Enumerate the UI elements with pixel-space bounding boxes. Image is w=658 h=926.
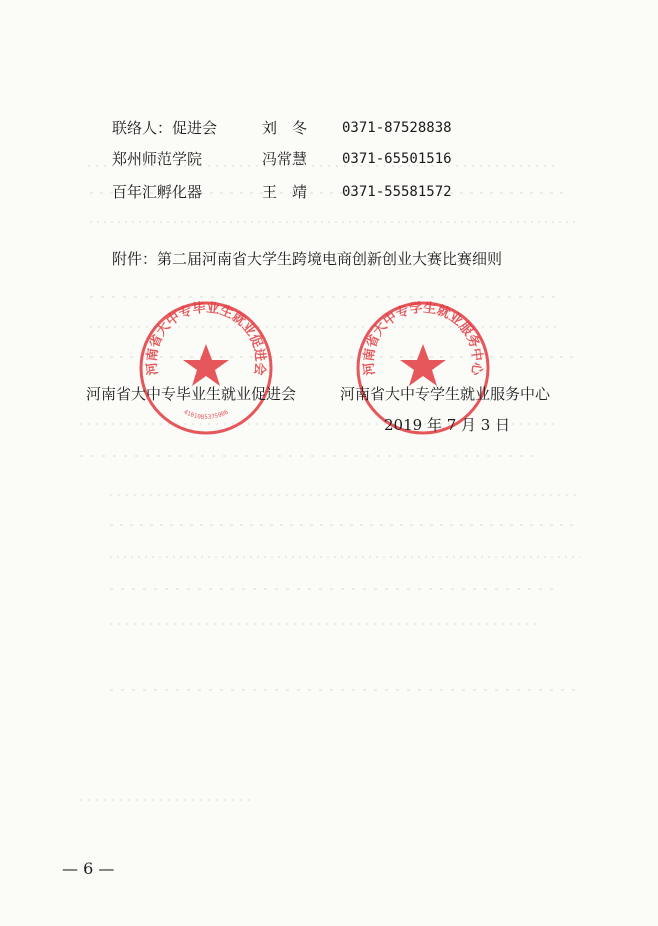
- signatory-name: 河南省大中专学生就业服务中心: [340, 385, 551, 403]
- contact-org: 郑州师范学院: [112, 150, 203, 168]
- official-seal: [136, 298, 276, 438]
- seal-number: 4101085375906: [182, 408, 230, 421]
- contact-org: 百年汇孵化器: [112, 183, 203, 201]
- issue-date: 2019 年 7 月 3 日: [384, 416, 511, 434]
- seal-text: 河南省大中专毕业生就业促进会: [144, 300, 268, 377]
- contact-phone: 0371-65501516: [342, 151, 452, 167]
- contact-org: 联络人：促进会: [112, 119, 218, 137]
- attachment-note: 附件：第二届河南省大学生跨境电商创新创业大赛比赛细则: [112, 250, 503, 268]
- contact-person: 刘 冬: [262, 119, 308, 137]
- seal-text: 河南省大中专学生就业服务中心: [361, 300, 485, 377]
- star-icon: [183, 344, 229, 386]
- contact-person: 冯常慧: [262, 150, 308, 168]
- contact-phone: 0371-55581572: [342, 184, 452, 200]
- star-icon: [400, 344, 446, 386]
- contact-person: 王 靖: [262, 183, 308, 201]
- page-number: — 6 —: [62, 859, 115, 878]
- contact-phone: 0371-87528838: [342, 120, 452, 136]
- signatory-name: 河南省大中专毕业生就业促进会: [86, 385, 297, 403]
